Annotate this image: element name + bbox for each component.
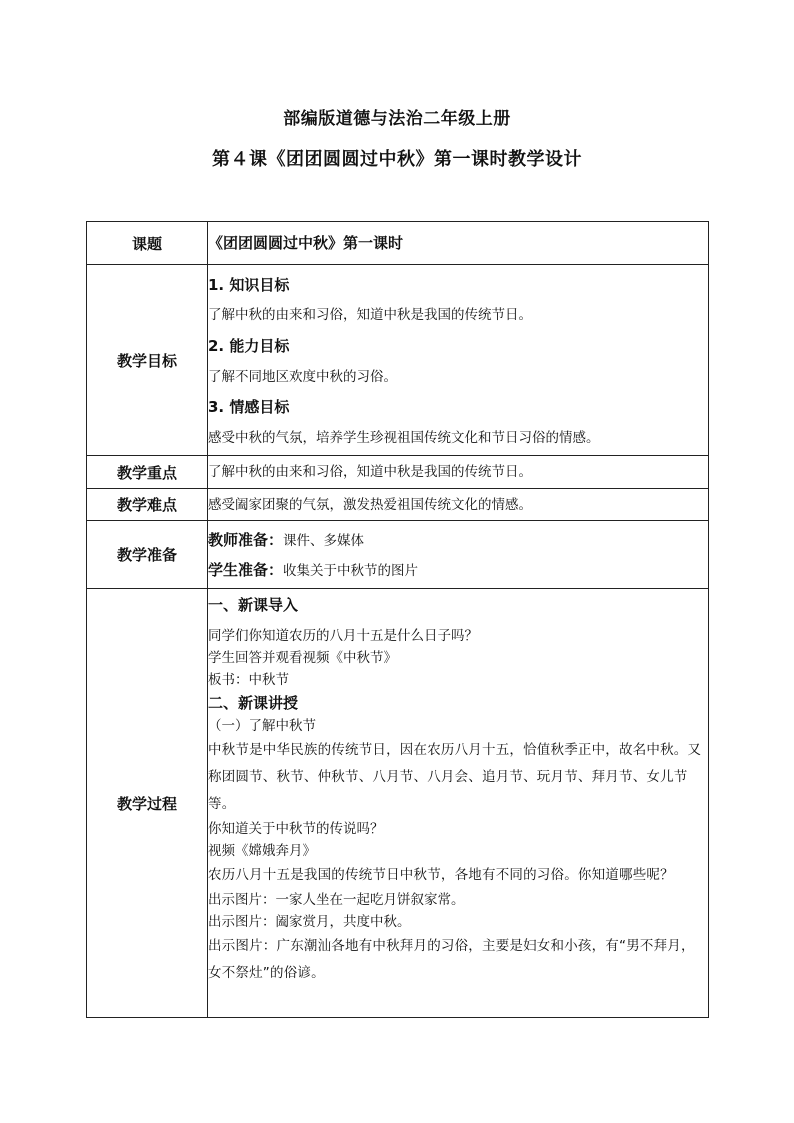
lesson-plan-table xyxy=(86,221,709,1018)
subsection-heading: （一）了解中秋节 xyxy=(208,718,316,734)
objectives-row xyxy=(87,265,709,456)
teacher-prep-label: 教师准备： xyxy=(208,530,284,549)
document-subtitle: 第４课《团团圆圆过中秋》第一课时教学设计 xyxy=(212,149,582,170)
objective-heading-3: 3. 情感目标 xyxy=(208,397,290,416)
key-points-value: 了解中秋的由来和习俗，知道中秋是我国的传统节日。 xyxy=(208,456,709,489)
key-points-row xyxy=(87,456,709,489)
difficulties-row xyxy=(87,489,709,521)
intro-line-1: 同学们你知道农历的八月十五是什么日子吗？ xyxy=(208,628,478,644)
objective-text-3: 感受中秋的气氛，培养学生珍视祖国传统文化和节日习俗的情感。 xyxy=(208,429,600,446)
student-prep xyxy=(208,555,708,585)
topic-value xyxy=(208,222,709,265)
teacher-prep xyxy=(208,525,708,555)
student-prep-label: 学生准备： xyxy=(208,560,284,579)
preparation-label: 教学准备 xyxy=(87,521,208,589)
paragraph-customs: 农历八月十五是我国的传统节日中秋节，各地有不同的习俗。你知道哪些呢？ xyxy=(208,867,674,883)
paragraph-guangdong: 出示图片：广东潮汕各地有中秋拜月的习俗，主要是妇女和小孩，有“男不拜月，女不祭灶”的俗谚。 xyxy=(208,938,695,981)
legend-question: 你知道关于中秋节的传说吗？ xyxy=(208,821,384,837)
document-title: 部编版道德与法治二年级上册 xyxy=(283,109,511,129)
objectives-content xyxy=(208,265,709,456)
teacher-prep-value: 课件、多媒体 xyxy=(283,532,365,549)
objective-text-1: 了解中秋的由来和习俗，知道中秋是我国的传统节日。 xyxy=(208,306,532,323)
picture-line-2: 出示图片：阖家赏月，共度中秋。 xyxy=(208,914,411,930)
objectives-label: 教学目标 xyxy=(87,265,208,456)
objective-heading-1: 1. 知识目标 xyxy=(208,275,290,294)
section-heading-teaching: 二、新课讲授 xyxy=(208,694,299,712)
objective-text-2: 了解不同地区欢度中秋的习俗。 xyxy=(208,368,397,385)
topic-label: 课题 xyxy=(87,222,208,265)
intro-line-2: 学生回答并观看视频《中秋节》 xyxy=(208,650,397,666)
legend-video: 视频《嫦娥奔月》 xyxy=(208,843,316,859)
difficulties-label: 教学难点 xyxy=(87,489,208,521)
process-content xyxy=(208,589,709,1018)
student-prep-value: 收集关于中秋节的图片 xyxy=(283,562,419,579)
picture-line-1: 出示图片：一家人坐在一起吃月饼叙家常。 xyxy=(208,892,465,908)
preparation-content xyxy=(208,521,709,589)
key-points-label: 教学重点 xyxy=(87,456,208,489)
section-heading-intro: 一、新课导入 xyxy=(208,596,299,614)
topic-row xyxy=(87,222,709,265)
intro-line-3: 板书：中秋节 xyxy=(208,672,289,688)
paragraph-festival-intro: 中秋节是中华民族的传统节日，因在农历八月十五，恰值秋季正中，故名中秋。又称团圆节、秋节、仲秋节、八月节、八月会、追月节、玩月节、拜月节、女儿节等。 xyxy=(208,742,702,812)
preparation-row xyxy=(87,521,709,589)
difficulties-value: 感受阖家团聚的气氛，激发热爱祖国传统文化的情感。 xyxy=(208,489,709,521)
process-label: 教学过程 xyxy=(87,589,208,1018)
topic-text: 《团团圆圆过中秋》第一课时 xyxy=(208,234,404,252)
process-row xyxy=(87,589,709,1018)
objective-heading-2: 2. 能力目标 xyxy=(208,336,290,355)
